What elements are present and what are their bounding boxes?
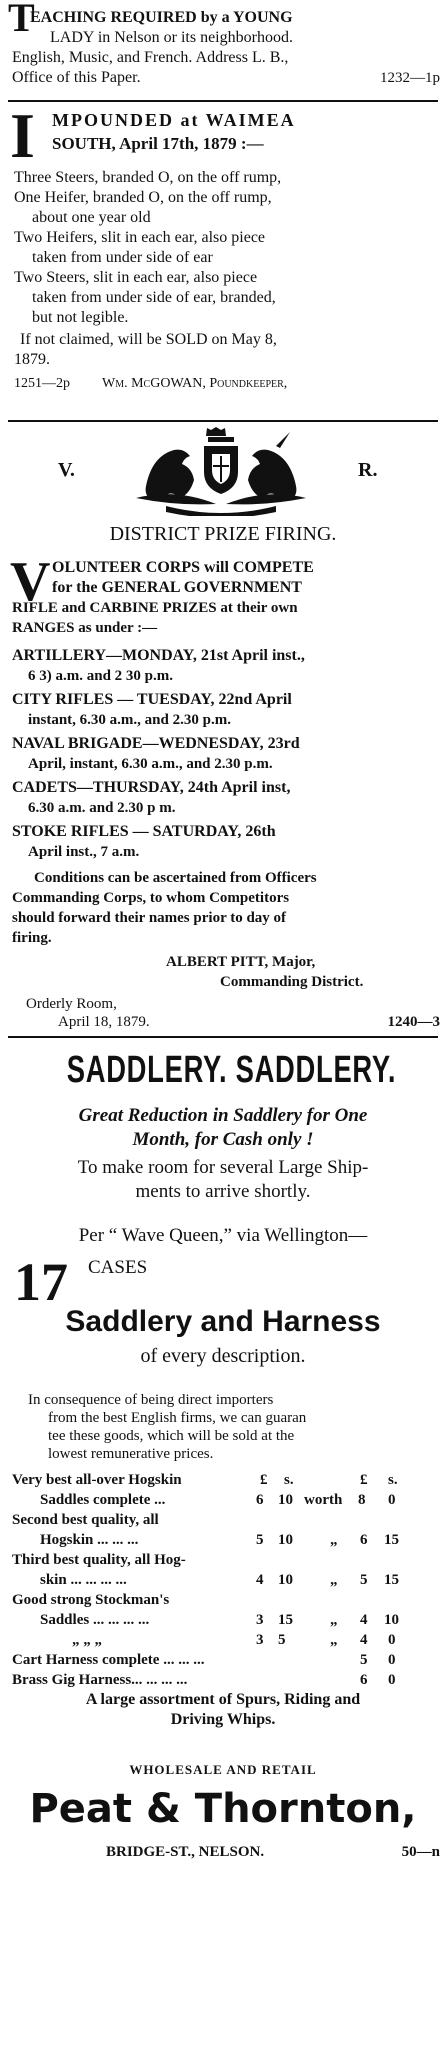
saddlery-make-room-2: ments to arrive shortly. bbox=[135, 1181, 311, 1202]
teaching-line4: Office of this Paper. bbox=[12, 69, 141, 86]
price-pounds: 3 bbox=[256, 1612, 264, 1628]
price-worth-shillings: 0 bbox=[388, 1652, 396, 1668]
pounds-column-header: £ bbox=[360, 1472, 368, 1488]
price-item-name: Saddles ... ... ... ... bbox=[40, 1612, 150, 1628]
price-worth: worth bbox=[304, 1492, 343, 1508]
impounded-ref: 1251—2p bbox=[14, 376, 70, 391]
price-worth-shillings: 0 bbox=[388, 1672, 396, 1688]
price-worth-pounds: 8 bbox=[358, 1492, 366, 1508]
price-item-name: Very best all-over Hogskin bbox=[12, 1472, 182, 1488]
wholesale-retail: WHOLESALE AND RETAIL bbox=[129, 1762, 317, 1777]
price-shillings: 5 bbox=[278, 1632, 286, 1648]
event-artillery-times: 6 3) a.m. and 2 30 p.m. bbox=[28, 668, 174, 684]
event-city-rifles: CITY RIFLES — TUESDAY, 22nd April bbox=[12, 691, 292, 708]
impounded-line1: MPOUNDED at WAIMEA bbox=[52, 110, 296, 130]
price-shillings: 10 bbox=[278, 1532, 293, 1548]
saddlery-para-3: tee these goods, which will be sold at the bbox=[48, 1428, 295, 1444]
saddlery-per-ship: Per “ Wave Queen,” via Wellington— bbox=[78, 1225, 368, 1246]
price-ditto: „ bbox=[330, 1572, 338, 1588]
saddlery-ad bbox=[6, 1042, 440, 2054]
saddlery-subtitle-2: Month, for Cash only ! bbox=[132, 1129, 314, 1150]
teaching-ref: 1232—1p bbox=[380, 70, 440, 86]
saddlery-spurs-1: A large assortment of Spurs, Riding and bbox=[85, 1691, 361, 1708]
impounded-item3: Two Heifers, slit in each ear, also piece bbox=[14, 229, 266, 246]
teaching-line3: English, Music, and French. Address L. B., bbox=[12, 49, 289, 66]
impounded-notice1: If not claimed, will be SOLD on May 8, bbox=[20, 331, 277, 348]
price-item-name: skin ... ... ... ... bbox=[40, 1572, 127, 1588]
price-pounds: 3 bbox=[256, 1632, 264, 1648]
saddlery-count: 17 bbox=[14, 1252, 68, 1312]
vr-left: V. bbox=[58, 459, 75, 481]
divider bbox=[8, 1036, 438, 1038]
prize-dropcap: V bbox=[10, 551, 51, 613]
royal-coat-of-arms-icon bbox=[126, 426, 316, 516]
price-worth-pounds: 6 bbox=[360, 1672, 368, 1688]
impounded-item2b: about one year old bbox=[32, 209, 151, 226]
divider bbox=[8, 100, 438, 102]
orderly-room-date: April 18, 1879. bbox=[58, 1014, 150, 1030]
prize-signature-1: ALBERT PITT, Major, bbox=[166, 954, 316, 970]
price-item-name: Brass Gig Harness... ... ... ... bbox=[12, 1672, 188, 1688]
price-worth-shillings: 15 bbox=[384, 1532, 399, 1548]
orderly-room: Orderly Room, bbox=[26, 996, 117, 1012]
impounded-item3b: taken from under side of ear bbox=[32, 249, 213, 266]
pounds-column-header: £ bbox=[260, 1472, 268, 1488]
price-item-name: „ „ „ bbox=[72, 1632, 102, 1648]
prize-p2: for the GENERAL GOVERNMENT bbox=[52, 579, 302, 596]
price-item-name: Second best quality, all bbox=[12, 1512, 159, 1528]
prize-firing-ad bbox=[6, 426, 440, 1030]
saddlery-para-4: lowest remunerative prices. bbox=[48, 1446, 214, 1462]
event-artillery: ARTILLERY—MONDAY, 21st April inst., bbox=[12, 647, 305, 664]
event-stoke-rifles-times: April inst., 7 a.m. bbox=[28, 844, 140, 860]
prize-p1: OLUNTEER CORPS will COMPETE bbox=[52, 559, 314, 576]
event-naval-brigade-times: April, instant, 6.30 a.m., and 2.30 p.m. bbox=[28, 756, 273, 772]
price-item-name: Saddles complete ... bbox=[40, 1492, 166, 1508]
impounded-item4b: taken from under side of ear, branded, bbox=[32, 289, 276, 306]
impounded-signature: Wm. McGOWAN, Poundkeeper, bbox=[102, 376, 288, 391]
price-ditto: „ bbox=[330, 1632, 338, 1648]
divider bbox=[8, 420, 438, 422]
price-worth-pounds: 6 bbox=[360, 1532, 368, 1548]
saddlery-heading: Saddlery and Harness bbox=[65, 1305, 381, 1338]
price-worth-shillings: 10 bbox=[384, 1612, 399, 1628]
price-worth-shillings: 0 bbox=[388, 1632, 396, 1648]
price-item-name: Good strong Stockman's bbox=[12, 1592, 170, 1608]
prize-conditions-3: should forward their names prior to day of bbox=[12, 910, 287, 926]
price-pounds: 5 bbox=[256, 1532, 264, 1548]
saddlery-every-description: of every description. bbox=[140, 1345, 306, 1367]
price-worth-pounds: 4 bbox=[360, 1632, 368, 1648]
event-stoke-rifles: STOKE RIFLES — SATURDAY, 26th bbox=[12, 823, 276, 840]
teaching-line2: LADY in Nelson or its neighborhood. bbox=[50, 29, 293, 46]
price-item-name: Cart Harness complete ... ... ... bbox=[12, 1652, 205, 1668]
saddlery-spurs-2: Driving Whips. bbox=[170, 1711, 276, 1728]
impounded-item4: Two Steers, slit in each ear, also piece bbox=[14, 269, 258, 286]
shillings-column-header: s. bbox=[388, 1472, 398, 1488]
price-worth-shillings: 15 bbox=[384, 1572, 399, 1588]
firm-name: Peat & Thornton, bbox=[29, 1786, 417, 1832]
impounded-item2: One Heifer, branded O, on the off rump, bbox=[14, 189, 272, 206]
price-worth-pounds: 5 bbox=[360, 1572, 368, 1588]
impounded-ad bbox=[6, 100, 440, 416]
saddlery-cases: CASES bbox=[88, 1257, 148, 1278]
impounded-dropcap: I bbox=[10, 100, 35, 171]
impounded-line2: SOUTH, April 17th, 1879 :— bbox=[52, 134, 264, 153]
prize-p3: RIFLE and CARBINE PRIZES at their own bbox=[12, 600, 298, 616]
saddlery-subtitle-1: Great Reduction in Saddlery for One bbox=[78, 1105, 368, 1126]
firm-address: BRIDGE-ST., NELSON. bbox=[106, 1844, 265, 1860]
prize-signature-2: Commanding District. bbox=[220, 974, 364, 990]
saddlery-para-2: from the best English firms, we can guaran bbox=[48, 1410, 307, 1426]
price-worth-pounds: 5 bbox=[360, 1652, 368, 1668]
price-worth-shillings: 0 bbox=[388, 1492, 396, 1508]
prize-ref: 1240—3 bbox=[387, 1014, 440, 1030]
event-naval-brigade: NAVAL BRIGADE—WEDNESDAY, 23rd bbox=[12, 735, 300, 752]
prize-conditions-4: firing. bbox=[12, 930, 52, 946]
prize-conditions-2: Commanding Corps, to whom Competitors bbox=[12, 890, 290, 906]
teaching-dropcap: T bbox=[8, 0, 35, 40]
event-cadets: CADETS—THURSDAY, 24th April inst, bbox=[12, 779, 291, 796]
price-item-name: Hogskin ... ... ... bbox=[40, 1532, 139, 1548]
saddlery-ref: 50—n bbox=[401, 1844, 440, 1860]
price-shillings: 15 bbox=[278, 1612, 293, 1628]
prize-p4: RANGES as under :— bbox=[12, 620, 158, 636]
impounded-notice2: 1879. bbox=[14, 351, 50, 368]
prize-firing-title: DISTRICT PRIZE FIRING. bbox=[109, 523, 337, 545]
price-pounds: 4 bbox=[256, 1572, 264, 1588]
event-cadets-times: 6.30 a.m. and 2.30 p m. bbox=[28, 800, 176, 816]
event-city-rifles-times: instant, 6.30 a.m., and 2.30 p.m. bbox=[28, 712, 231, 728]
price-ditto: „ bbox=[330, 1612, 338, 1628]
price-worth-pounds: 4 bbox=[360, 1612, 368, 1628]
price-list bbox=[12, 1470, 442, 1710]
vr-right: R. bbox=[358, 459, 378, 481]
saddlery-title: SADDLERY. SADDLERY. bbox=[66, 1049, 397, 1091]
price-shillings: 10 bbox=[278, 1572, 293, 1588]
teaching-line1: EACHING REQUIRED by a YOUNG bbox=[30, 9, 293, 26]
impounded-item1: Three Steers, branded O, on the off rump, bbox=[14, 169, 282, 186]
saddlery-para-1: In consequence of being direct importers bbox=[28, 1392, 274, 1408]
teaching-ad bbox=[6, 0, 440, 102]
price-pounds: 6 bbox=[256, 1492, 264, 1508]
shillings-column-header: s. bbox=[284, 1472, 294, 1488]
price-shillings: 10 bbox=[278, 1492, 293, 1508]
price-ditto: „ bbox=[330, 1532, 338, 1548]
price-item-name: Third best quality, all Hog- bbox=[12, 1552, 186, 1568]
impounded-item4c: but not legible. bbox=[32, 309, 129, 326]
prize-conditions-1: Conditions can be ascertained from Officers bbox=[34, 870, 317, 886]
saddlery-make-room-1: To make room for several Large Ship- bbox=[77, 1157, 369, 1178]
